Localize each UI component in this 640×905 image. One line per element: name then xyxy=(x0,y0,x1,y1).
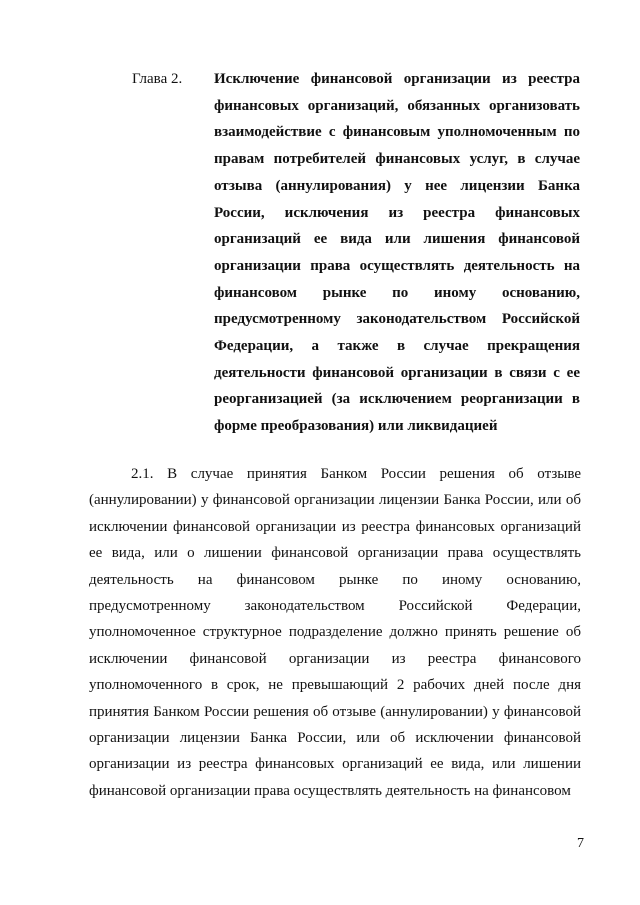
page-number: 7 xyxy=(577,836,584,851)
body-text xyxy=(89,461,581,804)
paragraph-2-1: 2.1. В случае принятия Банком России решения об отзыве (аннулировании) у финансовой организации лицензии Банка России, или об исключении финансовой организации из реестра финансовых организаций ее вида, или о лишении финансовой организации права осуществлять деятельность на финансовом рынке по иному основанию, предусмотренному законодательством Российской Федерации, уполномоченное структурное подразделение должно принять решение об исключении финансовой организации из реестра финансового уполномоченного в срок, не превышающий 2 рабочих дней после дня принятия Банком России решения об отзыве (аннулировании) у финансовой организации лицензии Банка России, или об исключении финансовой организации из реестра финансовых организаций ее вида, или лишении финансовой организации права осуществлять деятельность на финансовом xyxy=(89,466,581,799)
chapter-label: Глава 2. xyxy=(132,71,183,87)
chapter-title: Исключение финансовой организации из реестра финансовых организаций, обязанных организовать взаимодействие с финансовым уполномоченным по правам потребителей финансовых услуг, в случае отзыва (аннулирования) у нее лицензии Банка России, исключения из реестра финансовых организаций ее вида или лишения финансовой организации права осуществлять деятельность на финансовом рынке по иному основанию, предусмотренному законодательством Российской Федерации, а также в случае прекращения деятельности финансовой организации в связи с ее реорганизацией (за исключением реорганизации в форме преобразования) или ликвидацией xyxy=(214,71,580,435)
